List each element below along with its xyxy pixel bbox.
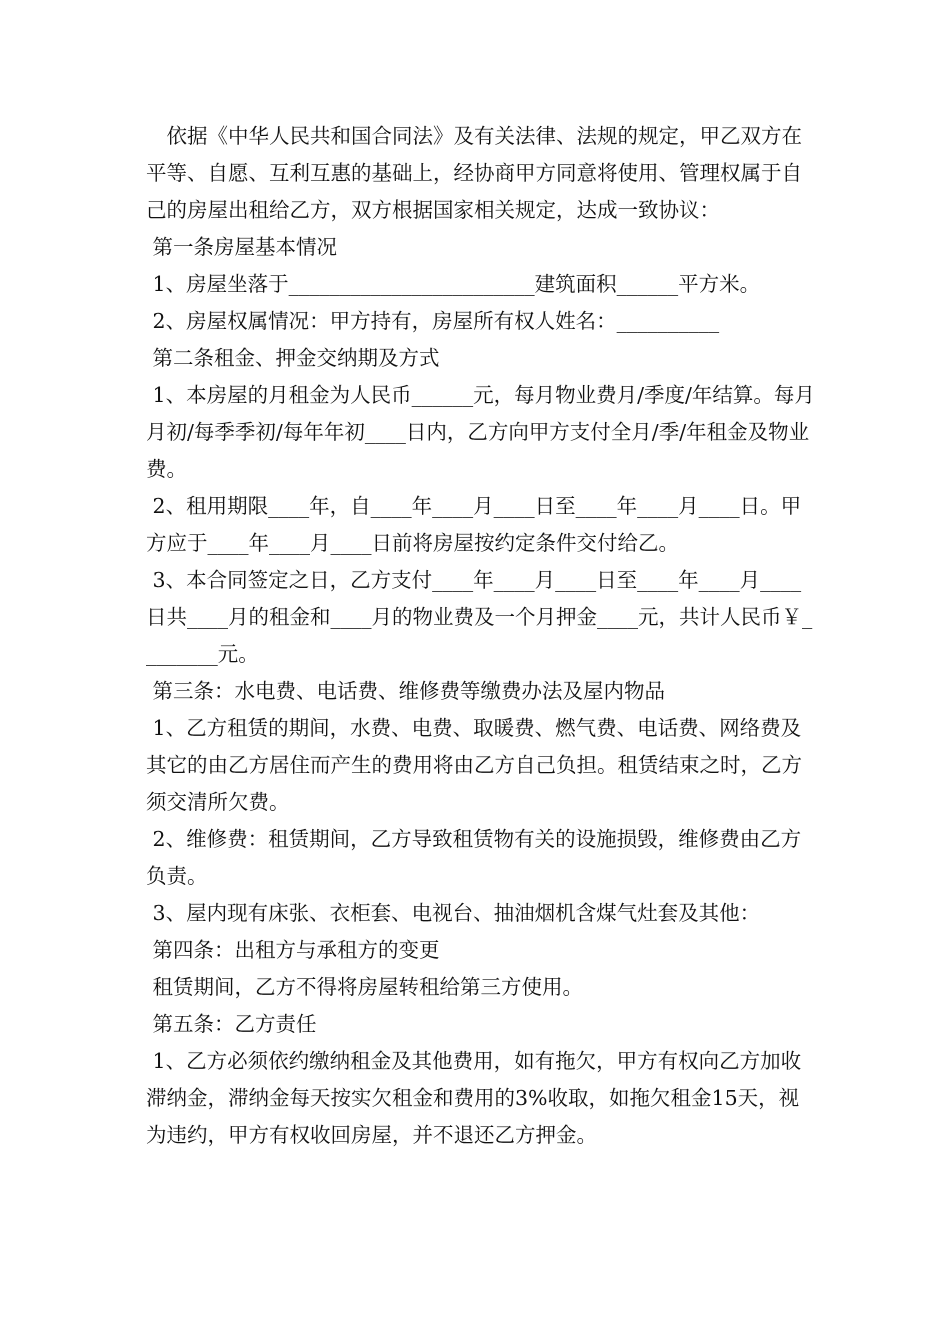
- article-5-heading: 第五条：乙方责任: [146, 1012, 317, 1036]
- article-1-clause-2: 2、房屋权属情况：甲方持有，房屋所有权人姓名：__________: [146, 309, 720, 333]
- article-2-heading: 第二条租金、押金交纳期及方式: [146, 346, 440, 370]
- article-2-clause-3: 3、本合同签定之日，乙方支付____年____月____日至____年____月____日共____月的租金和____月的物业费及一个月押金____元，共计人民币￥________元。: [146, 568, 813, 666]
- article-3-clause-2: 2、维修费：租赁期间，乙方导致租赁物有关的设施损毁，维修费由乙方负责。: [146, 827, 802, 888]
- preamble-paragraph: 依据《中华人民共和国合同法》及有关法律、法规的规定，甲乙双方在平等、自愿、互利互惠的基础上，经协商甲方同意将使用、管理权属于自己的房屋出租给乙方，双方根据国家相关规定，达成一致协议：: [146, 124, 802, 222]
- article-5-clause-1: 1、乙方必须依约缴纳租金及其他费用，如有拖欠，甲方有权向乙方加收滞纳金，滞纳金每天按实欠租金和费用的3%收取，如拖欠租金15天，视为违约，甲方有权收回房屋，并不退还乙方押金。: [146, 1049, 802, 1147]
- article-1-heading: 第一条房屋基本情况: [146, 235, 338, 259]
- article-2-clause-1: 1、本房屋的月租金为人民币______元，每月物业费月/季度/年结算。每月月初/每季季初/每年年初____日内，乙方向甲方支付全月/季/年租金及物业费。: [146, 383, 815, 481]
- article-3-heading: 第三条：水电费、电话费、维修费等缴费办法及屋内物品: [146, 679, 666, 703]
- document-body: [146, 118, 816, 1154]
- article-1-clause-1: 1、房屋坐落于________________________建筑面积______平方米。: [146, 272, 761, 296]
- article-3-clause-1: 1、乙方租赁的期间，水费、电费、取暖费、燃气费、电话费、网络费及其它的由乙方居住而产生的费用将由乙方自己负担。租赁结束之时，乙方须交清所欠费。: [146, 716, 802, 814]
- article-4-heading: 第四条：出租方与承租方的变更: [146, 938, 440, 962]
- article-3-clause-3: 3、屋内现有床张、衣柜套、电视台、抽油烟机含煤气灶套及其他：: [146, 901, 761, 925]
- article-4-body: 租赁期间，乙方不得将房屋转租给第三方使用。: [146, 975, 584, 999]
- article-2-clause-2: 2、租用期限____年，自____年____月____日至____年____月____日。甲方应于____年____月____日前将房屋按约定条件交付给乙。: [146, 494, 802, 555]
